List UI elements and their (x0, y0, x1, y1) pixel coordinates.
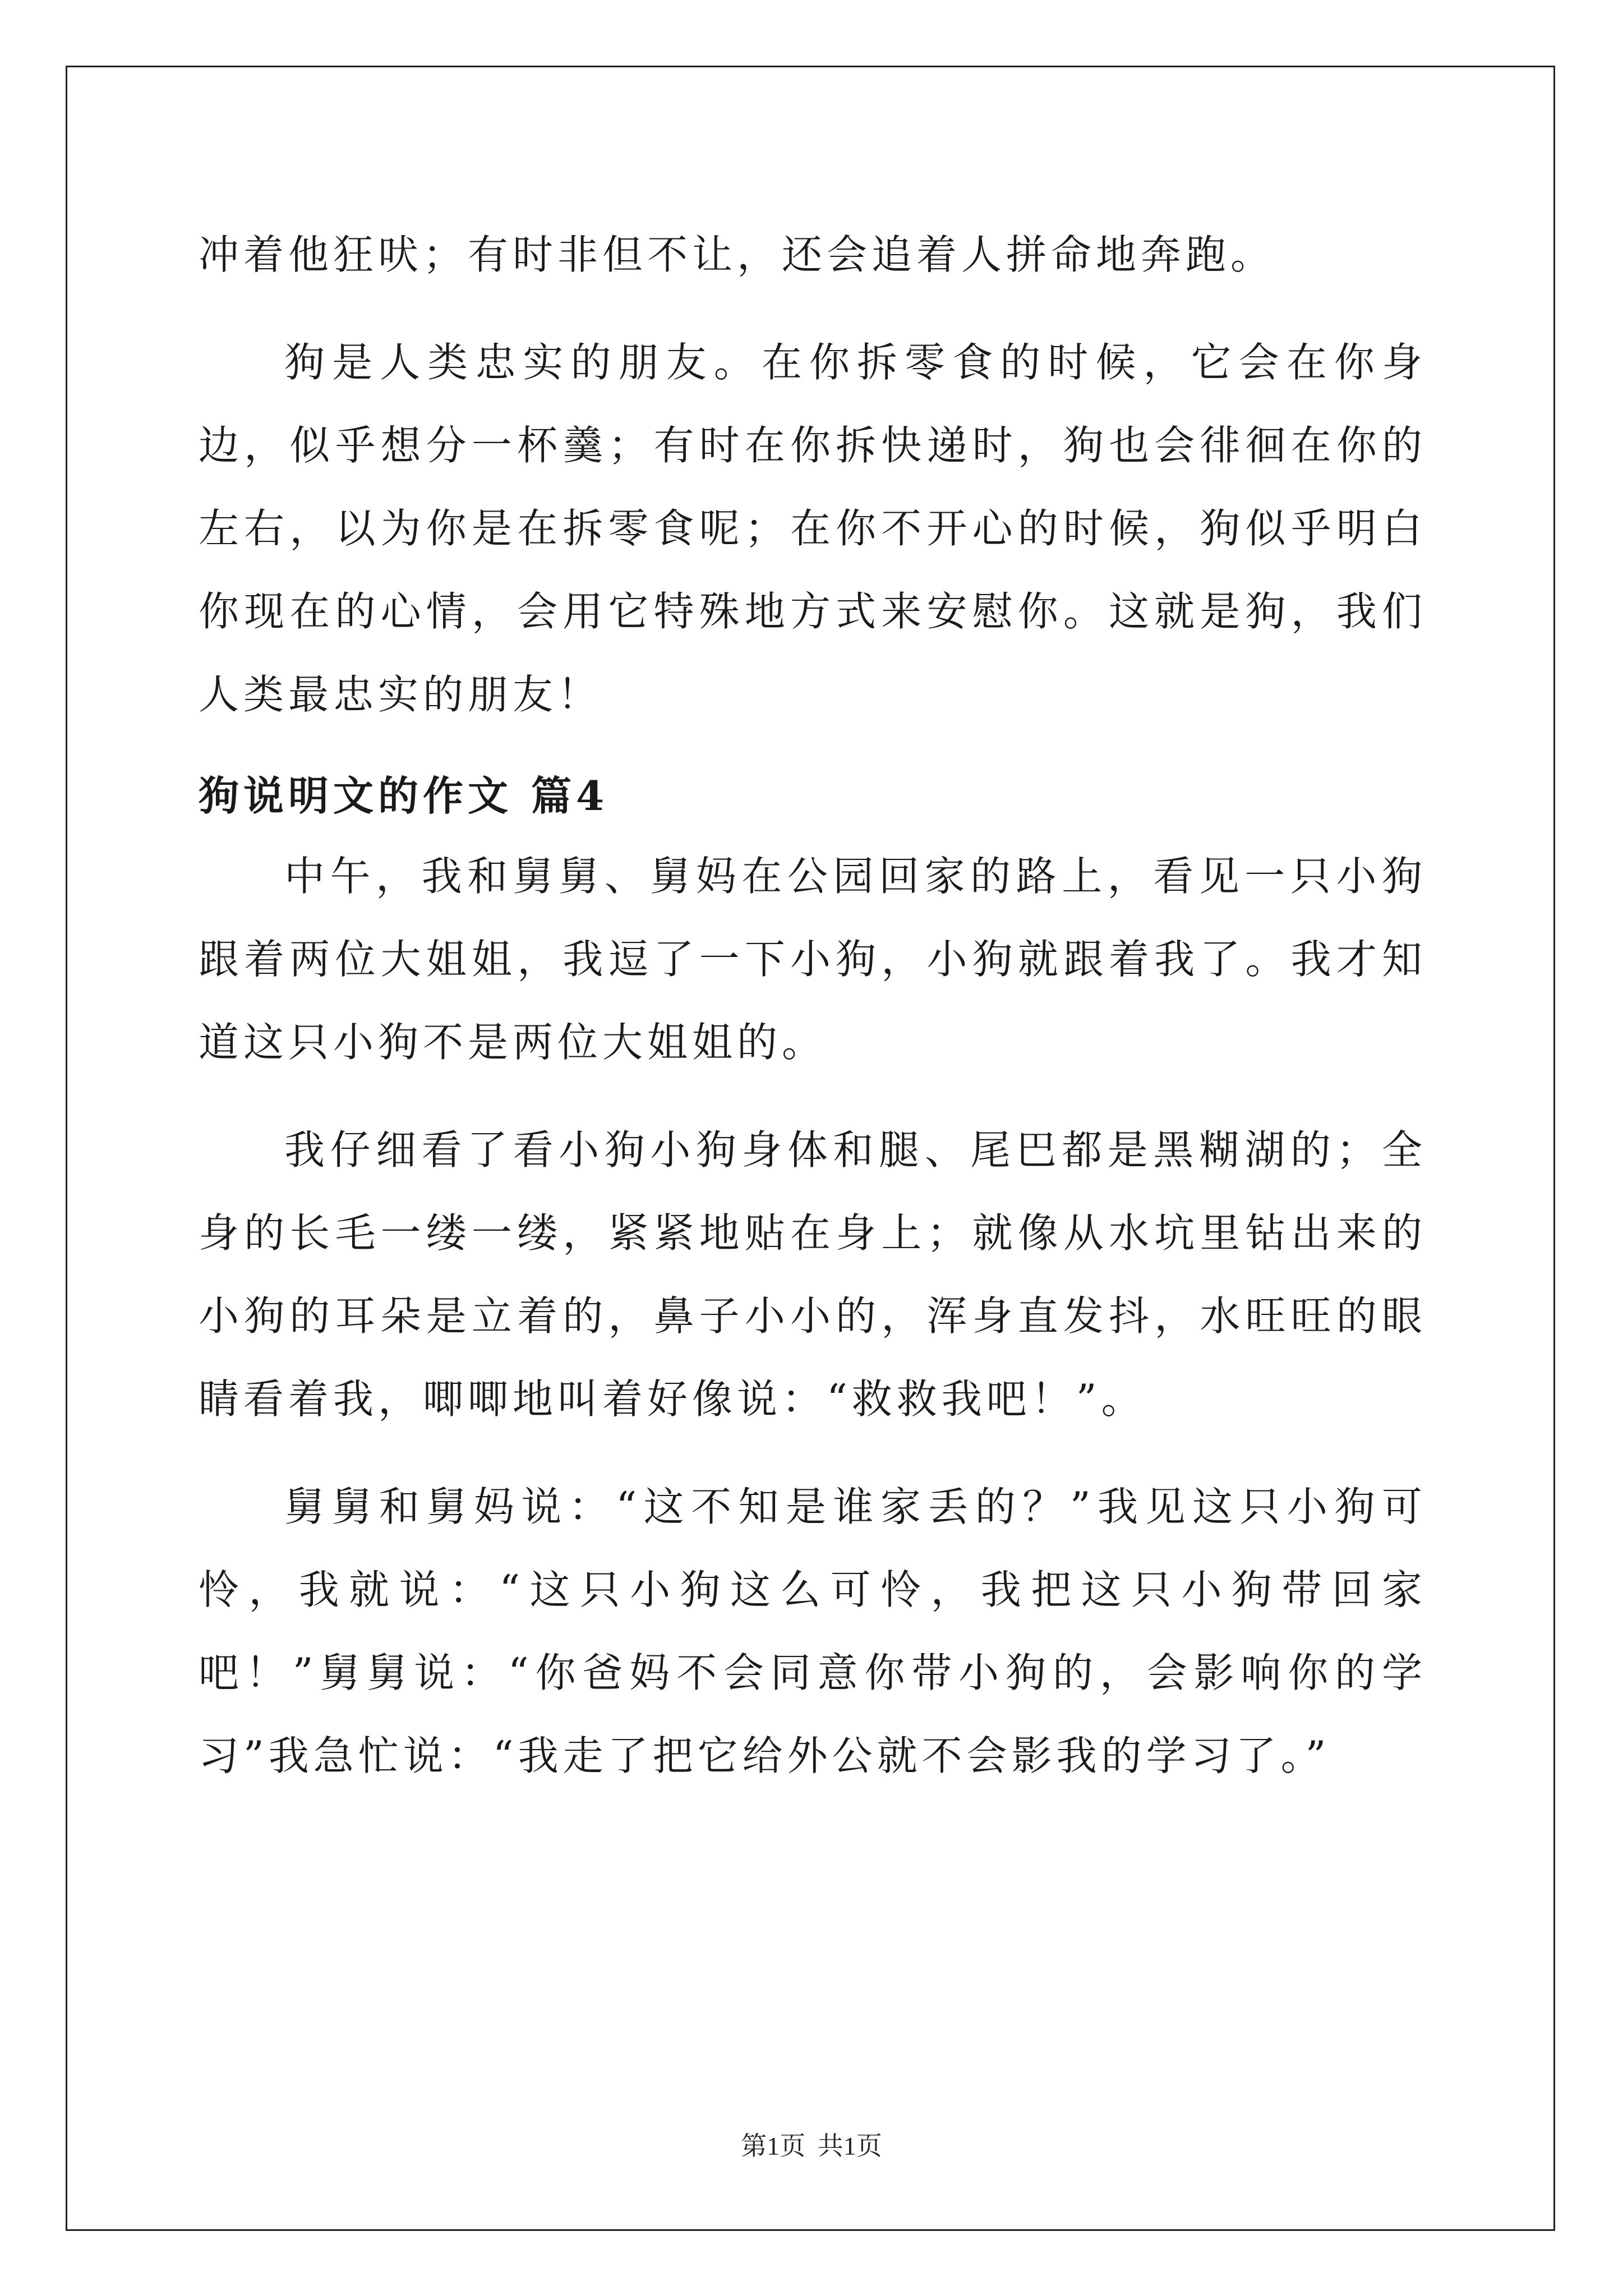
paragraph-continued: 冲着他狂吠；有时非但不让，还会追着人拼命地奔跑。 (199, 231, 1276, 278)
paragraph-dialogue: 舅舅和舅妈说：“这不知是谁家丢的？”我见这只小狗可怜，我就说：“这只小狗这么可怜，我把这只小狗带回家吧！”舅舅说：“你爸妈不会同意你带小狗的，会影响你的学习”我急忙说：“我走了把它给外公就不会影我的学习了。” (199, 1483, 1427, 1779)
paragraph-noon-park: 中午，我和舅舅、舅妈在公园回家的路上，看见一只小狗跟着两位大姐姐，我逗了一下小狗，小狗就跟着我了。我才知道这只小狗不是两位大姐姐的。 (199, 853, 1427, 1066)
paragraph-dog-loyal-friend: 狗是人类忠实的朋友。在你拆零食的时候，它会在你身边，似乎想分一杯羹；有时在你拆快递时，狗也会徘徊在你的左右，以为你是在拆零食呢；在你不开心的时候，狗似乎明白你现在的心情，会用它特殊地方式来安慰你。这就是狗，我们人类最忠实的朋友！ (199, 339, 1427, 718)
paragraph-dog-description: 我仔细看了看小狗小狗身体和腿、尾巴都是黑糊湖的；全身的长毛一缕一缕，紧紧地贴在身上；就像从水坑里钻出来的小狗的耳朵是立着的，鼻子小小的，浑身直发抖，水旺旺的眼睛看着我，唧唧地叫着好像说：“救救我吧！”。 (199, 1126, 1427, 1423)
page-footer: 第1页 共1页 (741, 2132, 882, 2160)
document-body (199, 213, 1427, 1797)
section-heading: 狗说明文的作文 篇4 (199, 772, 609, 820)
